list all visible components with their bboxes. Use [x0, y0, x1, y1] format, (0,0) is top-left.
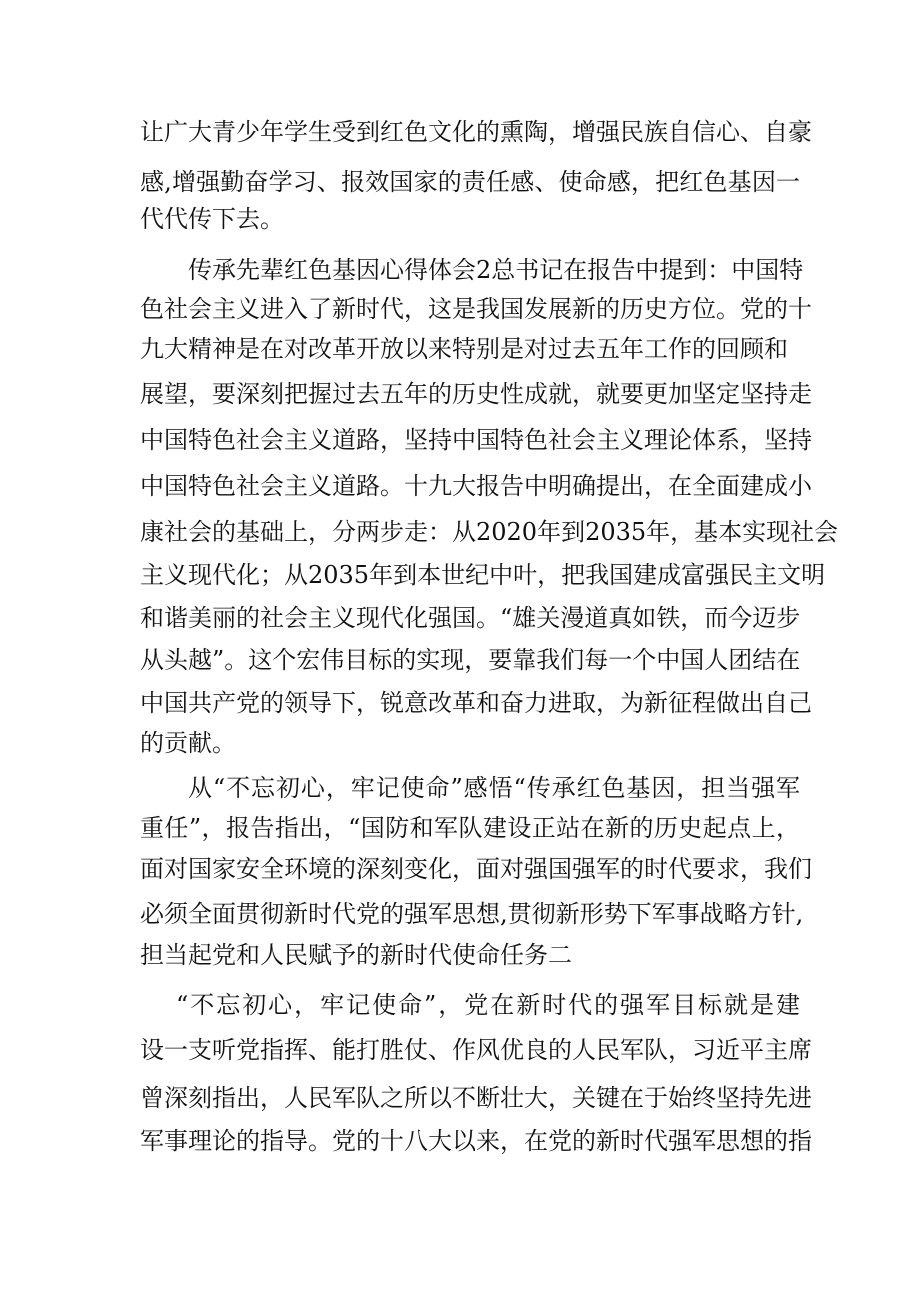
text-line: 从“不忘初心，牢记使命”感悟“传承红色基因，担当强军 — [188, 774, 800, 802]
text-line: 中国特色社会主义道路。十九大报告中明确提出，在全面建成小 — [140, 472, 812, 500]
text-line: 军事理论的指导。党的十八大以来，在党的新时代强军思想的指 — [140, 1127, 812, 1155]
text-line: 中国共产党的领导下，锐意改革和奋力进取，为新征程做出自己 — [140, 689, 812, 717]
text-line: 九大精神是在对改革开放以来特别是对过去五年工作的回顾和 — [140, 335, 788, 363]
text-line: 和谐美丽的社会主义现代化强国。“雄关漫道真如铁，而今迈步 — [140, 604, 801, 632]
text-line: 曾深刻指出，人民军队之所以不断壮大，关键在于始终坚持先进 — [140, 1084, 812, 1112]
text-line: 主义现代化；从2035年到本世纪中叶，把我国建成富强民主文明 — [140, 561, 826, 589]
text-line: 传承先辈红色基因心得体会2总书记在报告中提到：中国特 — [188, 256, 804, 284]
text-line: 的贡献。 — [140, 729, 236, 757]
text-line: 让广大青少年学生受到红色文化的熏陶，增强民族自信心、自豪 — [140, 118, 812, 146]
text-line: 必须全面贯彻新时代党的强军思想,贯彻新形势下军事战略方针, — [140, 900, 804, 928]
text-line: 面对国家安全环境的深刻变化，面对强国强军的时代要求，我们 — [140, 855, 812, 883]
text-line: “不忘初心，牢记使命”，党在新时代的强军目标就是建 — [176, 991, 800, 1019]
text-line: 从头越”。这个宏伟目标的实现，要靠我们每一个中国人团结在 — [140, 646, 801, 674]
text-line: 重任”，报告指出，“国防和军队建设正站在新的历史起点上， — [140, 814, 800, 842]
text-line: 展望，要深刻把握过去五年的历史性成就，就要更加坚定坚持走 — [140, 380, 812, 408]
text-line: 康社会的基础上，分两步走：从2020年到2035年，基本实现社会 — [140, 518, 839, 546]
text-line: 色社会主义进入了新时代，这是我国发展新的历史方位。党的十 — [140, 295, 812, 323]
text-line: 代代传下去。 — [140, 205, 284, 233]
text-line: 设一支听党指挥、能打胜仗、作风优良的人民军队，习近平主席 — [140, 1036, 812, 1064]
text-line: 担当起党和人民赋予的新时代使命任务二 — [140, 941, 572, 969]
text-line: 感,增强勤奋学习、报效国家的责任感、使命感，把红色基因一 — [140, 168, 800, 196]
text-line: 中国特色社会主义道路，坚持中国特色社会主义理论体系，坚持 — [140, 426, 812, 454]
